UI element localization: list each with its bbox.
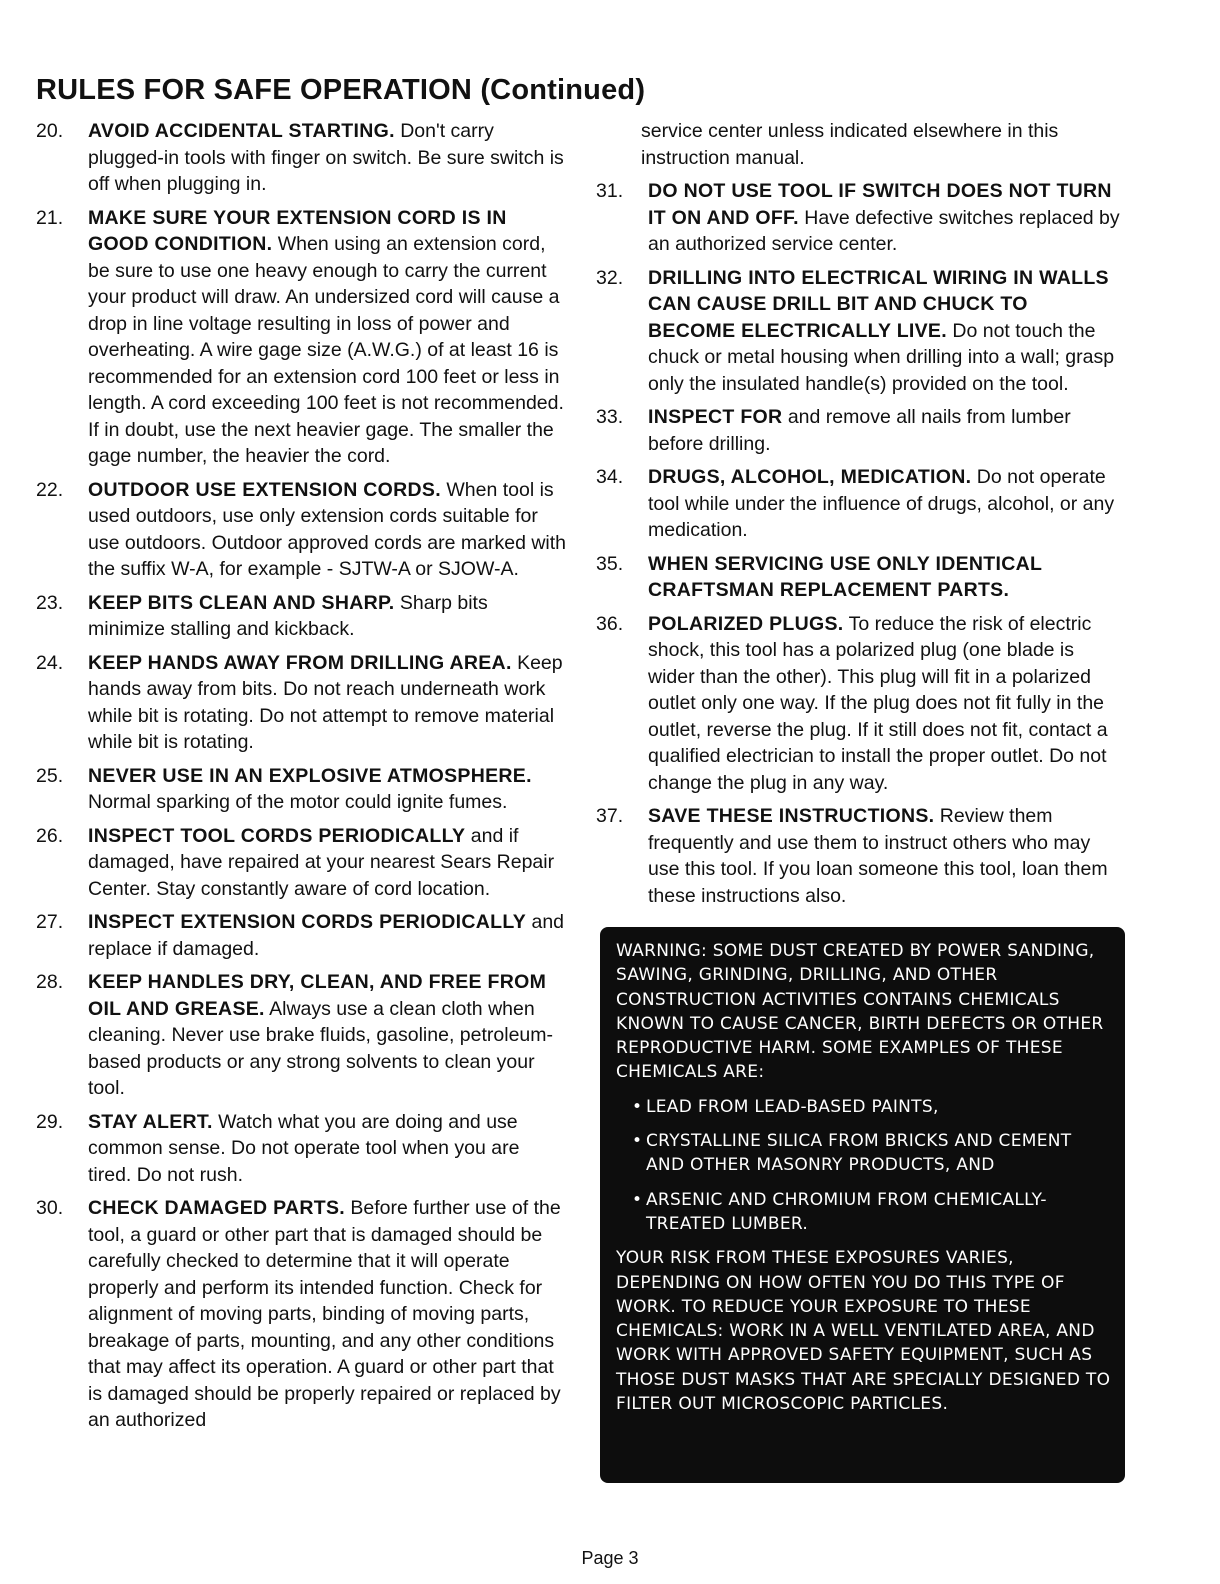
- rule-number: 25.: [36, 764, 64, 787]
- rule-heading: POLARIZED PLUGS.: [648, 612, 844, 635]
- list-item: [632, 1129, 1115, 1178]
- bullet-icon: •: [632, 1189, 643, 1210]
- rule-number: 21.: [36, 206, 64, 229]
- page-title: RULES FOR SAFE OPERATION (Continued): [36, 74, 646, 106]
- rule-number: 28.: [36, 971, 64, 993]
- rule-28: [36, 969, 566, 1102]
- list-item-text: CRYSTALLINE SILICA FROM BRICKS AND CEMENT AND OTHER MASONRY PRODUCTS, AND: [646, 1131, 1072, 1176]
- rule-21: [36, 205, 566, 470]
- rule-number: 23.: [36, 591, 64, 614]
- rule-34: [596, 464, 1120, 544]
- rule-text: Sharp bits minimize stalling and kickback.: [88, 591, 488, 640]
- rule-number: 35.: [596, 552, 624, 575]
- rule-heading: INSPECT TOOL CORDS PERIODICALLY: [88, 824, 466, 847]
- rule-number: 20.: [36, 120, 64, 142]
- rule-number: 34.: [596, 466, 624, 488]
- rule-text: Do not touch the chuck or metal housing when drilling into a wall; grasp only the insulated handle(s) provided on the tool.: [648, 319, 1115, 395]
- rule-text: When tool is used outdoors, use only extension cords suitable for use outdoors. Outdoor approved cords are marked with the suffix W-A, for example - SJTW-A or SJOW-A.: [88, 478, 567, 580]
- rule-number: 37.: [596, 805, 624, 827]
- right-column: [596, 118, 1120, 916]
- rule-heading: AVOID ACCIDENTAL STARTING.: [88, 120, 395, 142]
- rule-25: [36, 763, 566, 816]
- rule-31: [596, 178, 1120, 258]
- rule-text: Keep hands away from bits. Do not reach underneath work while bit is rotating. Do not attempt to remove material while bit is rotating.: [88, 651, 563, 753]
- rule-30: [36, 1195, 566, 1434]
- rule-text: When using an extension cord, be sure to use one heavy enough to carry the current your product will draw. An undersized cord will cause a drop in line voltage resulting in loss of power and overheating. A wire gage size (A.W.G.) of at least 16 is recommended for an extension cord 100 feet or less in length. A cord exceeding 100 feet is not recommended. If in doubt, use the next heavier gage. The smaller the gage number, the heavier the cord.: [88, 233, 564, 467]
- rule-heading: STAY ALERT.: [88, 1110, 213, 1133]
- rule-text: Always use a clean cloth when cleaning. Never use brake fluids, gasoline, petroleum-based products or any strong solvents to clean your tool.: [88, 997, 554, 1099]
- rule-number: 26.: [36, 824, 64, 847]
- list-item-text: LEAD FROM LEAD-BASED PAINTS,: [646, 1096, 939, 1117]
- bullet-icon: •: [632, 1131, 643, 1152]
- rule-33: [596, 404, 1120, 457]
- rule-36: [596, 611, 1120, 797]
- rule-heading: KEEP HANDS AWAY FROM DRILLING AREA.: [88, 651, 512, 674]
- rule-29: [36, 1109, 566, 1189]
- rule-number: 30.: [36, 1197, 64, 1219]
- rule-heading: DRUGS, ALCOHOL, MEDICATION.: [648, 466, 972, 488]
- rule-22: [36, 477, 566, 583]
- warning-intro: WARNING: SOME DUST CREATED BY POWER SANDING, SAWING, GRINDING, DRILLING, AND OTHER CONSTRUCTION ACTIVITIES CONTAINS CHEMICALS KNOWN TO CAUSE CANCER, BIRTH DEFECTS OR OTHER REPRODUCTIVE HARM. SOME EXAMPLES OF THESE CHEMICALS ARE:: [616, 941, 1104, 1083]
- rule-text: Have defective switches replaced by an authorized service center.: [648, 206, 1120, 255]
- rule-heading: WHEN SERVICING USE ONLY IDENTICAL CRAFTSMAN REPLACEMENT PARTS.: [648, 552, 1042, 601]
- rule-number: 29.: [36, 1110, 64, 1133]
- rule-text: and if damaged, have repaired at your nearest Sears Repair Center. Stay constantly aware of cord location.: [88, 824, 555, 900]
- rule-35: [596, 551, 1120, 604]
- rule-32: [596, 265, 1120, 398]
- rule-text: To reduce the risk of electric shock, this tool has a polarized plug (one blade is wider than the other). This plug will fit in a polarized outlet only one way. If the plug does not fit fully in the outlet, reverse the plug. If it still does not fit, contact a qualified electrician to install the proper outlet. Do not change the plug in any way.: [648, 612, 1108, 794]
- rule-heading: INSPECT EXTENSION CORDS PERIODICALLY: [88, 911, 527, 933]
- page-number: Page 3: [581, 1548, 639, 1568]
- rule-heading: DRILLING INTO ELECTRICAL WIRING IN WALLS CAN CAUSE DRILL BIT AND CHUCK TO BECOME ELECTRICALLY LIVE.: [648, 266, 1109, 342]
- rule-number: 22.: [36, 478, 64, 501]
- rule-37: [596, 803, 1120, 909]
- rule-text: Don't carry plugged-in tools with finger on switch. Be sure switch is off when plugging in.: [88, 120, 564, 195]
- rule-heading: INSPECT FOR: [648, 406, 783, 428]
- rule-27: [36, 909, 566, 962]
- rule-number: 27.: [36, 911, 64, 933]
- rule-heading: MAKE SURE YOUR EXTENSION CORD IS IN GOOD CONDITION.: [88, 206, 507, 255]
- rule-number: 32.: [596, 266, 624, 289]
- rule-text: Do not operate tool while under the influence of drugs, alcohol, or any medication.: [648, 466, 1115, 541]
- rule-heading: NEVER USE IN AN EXPLOSIVE ATMOSPHERE.: [88, 764, 532, 787]
- rule-number: 31.: [596, 180, 624, 202]
- left-column: [36, 118, 566, 1441]
- chemical-list: [616, 1095, 1115, 1236]
- rule-number: 36.: [596, 612, 624, 635]
- rule-text: and remove all nails from lumber before drilling.: [648, 406, 1071, 455]
- warning-outro: YOUR RISK FROM THESE EXPOSURES VARIES, DEPENDING ON HOW OFTEN YOU DO THIS TYPE OF WORK. TO REDUCE YOUR EXPOSURE TO THESE CHEMICALS: WORK IN A WELL VENTILATED AREA, AND WORK WITH APPROVED SAFETY EQUIPMENT, SUCH AS THOSE DUST MASKS THAT ARE SPECIALLY DESIGNED TO FILTER OUT MICROSCOPIC PARTICLES.: [616, 1248, 1111, 1415]
- rule-text: and replace if damaged.: [88, 911, 565, 960]
- rule-heading: KEEP BITS CLEAN AND SHARP.: [88, 591, 395, 614]
- rule-26: [36, 823, 566, 903]
- rule-heading: SAVE THESE INSTRUCTIONS.: [648, 805, 935, 827]
- rule-30-continued: service center unless indicated elsewhere in this instruction manual.: [641, 120, 1059, 169]
- list-item: [632, 1188, 1115, 1237]
- rule-20: [36, 118, 566, 198]
- list-item-text: ARSENIC AND CHROMIUM FROM CHEMICALLY-TREATED LUMBER.: [646, 1189, 1047, 1234]
- rule-heading: OUTDOOR USE EXTENSION CORDS.: [88, 478, 441, 501]
- rule-number: 24.: [36, 651, 64, 674]
- rule-heading: KEEP HANDLES DRY, CLEAN, AND FREE FROM OIL AND GREASE.: [88, 971, 547, 1020]
- rule-number: 33.: [596, 406, 624, 428]
- rule-heading: CHECK DAMAGED PARTS.: [88, 1197, 345, 1219]
- rule-text: Watch what you are doing and use common sense. Do not operate tool when you are tired. Do not rush.: [88, 1110, 520, 1186]
- rule-heading: DO NOT USE TOOL IF SWITCH DOES NOT TURN IT ON AND OFF.: [648, 180, 1112, 229]
- rule-24: [36, 650, 566, 756]
- rule-text: Review them frequently and use them to instruct others who may use this tool. If you loan someone this tool, loan them these instructions also.: [648, 805, 1108, 907]
- rule-text: Before further use of the tool, a guard or other part that is damaged should be carefully checked to determine that it will operate properly and perform its intended function. Check for alignment of moving parts, binding of moving parts, breakage of parts, mounting, and any other conditions that may affect its operation. A guard or other part that is damaged should be properly repaired or replaced by an authorized: [88, 1197, 561, 1431]
- bullet-icon: •: [632, 1096, 643, 1117]
- list-item: [632, 1095, 1115, 1119]
- warning-box: [600, 927, 1125, 1483]
- rule-text: Normal sparking of the motor could ignite fumes.: [88, 791, 508, 813]
- rule-23: [36, 590, 566, 643]
